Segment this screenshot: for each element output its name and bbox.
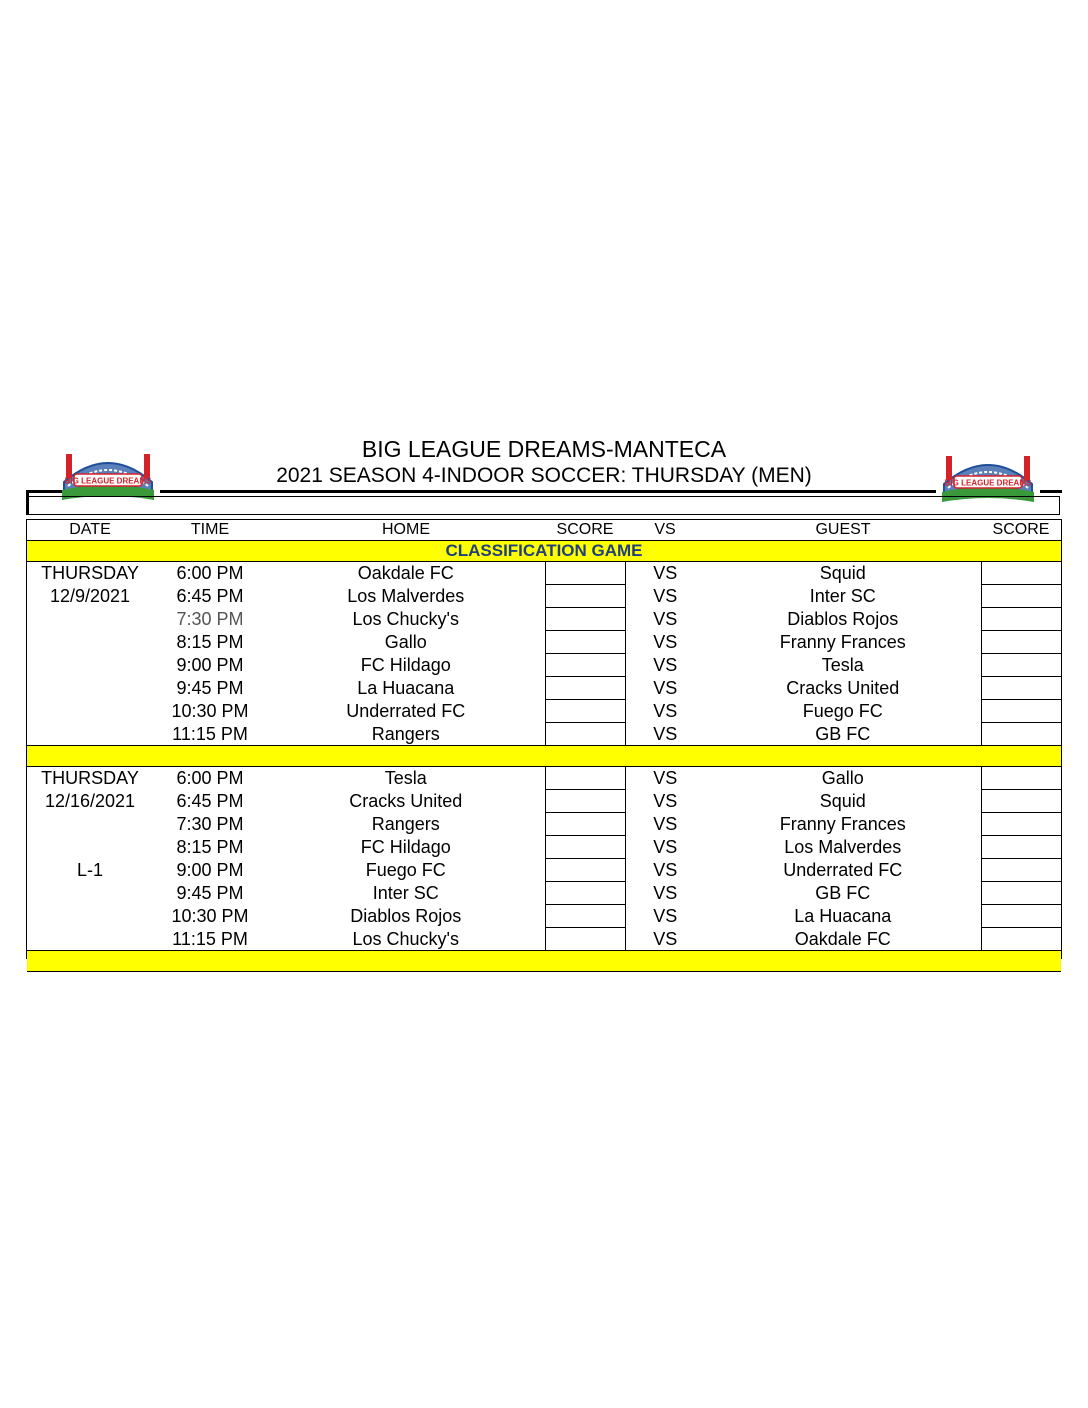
game-row: [27, 859, 1061, 882]
date-cell: [27, 836, 153, 859]
game-row: [27, 585, 1061, 608]
game-time: 6:00 PM: [176, 768, 244, 789]
home-team: Diablos Rojos: [350, 906, 462, 926]
guest-team: Gallo: [821, 768, 864, 789]
section-header-row: [27, 541, 1061, 562]
guest-score-box: [981, 585, 1061, 608]
day-label: THURSDAY: [41, 563, 139, 584]
game-row: [27, 723, 1061, 746]
game-row: [27, 631, 1061, 654]
guest-score-box: [981, 562, 1061, 585]
svg-text:BIG LEAGUE DREAMS: BIG LEAGUE DREAMS: [64, 476, 152, 486]
header-empty-bar: [26, 496, 1060, 515]
vs-label: VS: [653, 768, 678, 789]
home-score-box: [545, 723, 625, 746]
game-row: [27, 836, 1061, 859]
date-cell: [27, 631, 153, 654]
guest-score-box: [981, 813, 1061, 836]
guest-score-box: [981, 905, 1061, 928]
game-time: 11:15 PM: [172, 723, 248, 744]
home-score-box: [545, 585, 625, 608]
vs-label: VS: [653, 814, 678, 834]
game-row: [27, 654, 1061, 677]
home-team: FC Hildago: [360, 837, 451, 857]
vs-label: VS: [653, 563, 678, 584]
column-header-row: [27, 520, 1061, 541]
home-team: Fuego FC: [365, 860, 446, 880]
guest-team: Tesla: [821, 655, 864, 675]
home-team: Los Chucky's: [352, 928, 459, 949]
vs-label: VS: [653, 928, 678, 949]
game-time: 10:30 PM: [171, 906, 249, 926]
home-score-box: [545, 677, 625, 700]
schedule-table: [27, 519, 1062, 972]
home-team: Tesla: [384, 768, 427, 789]
guest-team: Inter SC: [809, 586, 876, 606]
header-rule-middle: [160, 490, 936, 493]
vs-label: VS: [653, 678, 678, 698]
col-vs: VS: [625, 520, 705, 541]
game-time: 8:15 PM: [176, 632, 244, 652]
date-cell: [27, 905, 153, 928]
game-time: 6:45 PM: [176, 586, 244, 606]
separator-row: [27, 746, 1061, 767]
guest-score-box: [981, 631, 1061, 654]
home-team: Oakdale FC: [357, 563, 454, 584]
home-score-box: [545, 767, 625, 790]
date-cell: [27, 813, 153, 836]
home-team: Underrated FC: [346, 701, 466, 721]
home-team: Rangers: [371, 723, 440, 744]
game-row: [27, 813, 1061, 836]
game-time: 6:45 PM: [176, 791, 244, 811]
home-team: Gallo: [384, 632, 427, 652]
section-label: CLASSIFICATION GAME: [27, 541, 1061, 562]
guest-score-box: [981, 654, 1061, 677]
svg-text:BIG LEAGUE DREAMS: BIG LEAGUE DREAMS: [944, 478, 1032, 488]
home-team: Los Malverdes: [347, 586, 465, 606]
guest-team: Los Malverdes: [784, 837, 902, 857]
date-cell: [27, 928, 153, 951]
guest-team: GB FC: [815, 883, 871, 903]
game-time: 10:30 PM: [171, 701, 249, 721]
footer-row: [27, 951, 1061, 972]
vs-label: VS: [653, 837, 678, 857]
home-score-box: [545, 882, 625, 905]
footer-bar: [27, 951, 1061, 972]
game-row: [27, 905, 1061, 928]
col-time: TIME: [153, 520, 267, 541]
guest-team: Franny Frances: [779, 632, 906, 652]
guest-team: Franny Frances: [779, 814, 906, 834]
separator-bar: [27, 746, 1061, 767]
vs-label: VS: [653, 586, 678, 606]
home-team: FC Hildago: [360, 655, 451, 675]
home-team: Inter SC: [372, 883, 439, 903]
guest-team: Cracks United: [786, 678, 900, 698]
guest-team: Squid: [819, 791, 866, 811]
date-cell: [27, 677, 153, 700]
game-row: [27, 677, 1061, 700]
vs-label: VS: [653, 906, 678, 926]
guest-score-box: [981, 882, 1061, 905]
day-label: THURSDAY: [41, 768, 139, 789]
guest-team: GB FC: [815, 723, 871, 744]
home-score-box: [545, 928, 625, 951]
date-label: 12/9/2021: [49, 586, 131, 606]
home-team: Los Chucky's: [352, 609, 459, 629]
guest-score-box: [981, 767, 1061, 790]
guest-team: Diablos Rojos: [787, 609, 899, 629]
guest-score-box: [981, 859, 1061, 882]
home-score-box: [545, 631, 625, 654]
home-score-box: [545, 790, 625, 813]
col-date: DATE: [27, 520, 153, 541]
vs-label: VS: [653, 723, 678, 744]
date-cell: [27, 700, 153, 723]
date-cell: [27, 608, 153, 631]
page-title: BIG LEAGUE DREAMS-MANTECA: [361, 436, 727, 462]
guest-team: Underrated FC: [783, 860, 903, 880]
home-score-box: [545, 836, 625, 859]
home-team: La Huacana: [357, 678, 455, 698]
guest-team: Fuego FC: [802, 701, 883, 721]
home-team: Rangers: [371, 814, 440, 834]
game-time: 11:15 PM: [172, 928, 248, 949]
vs-label: VS: [653, 609, 678, 629]
game-time: 9:45 PM: [176, 678, 244, 698]
vs-label: VS: [653, 791, 678, 811]
page-subtitle: 2021 SEASON 4-INDOOR SOCCER: THURSDAY (MEN): [276, 464, 812, 487]
game-time: 9:00 PM: [176, 860, 244, 880]
game-row: [27, 882, 1061, 905]
game-time: 7:30 PM: [176, 814, 244, 834]
col-home-score: SCORE: [545, 520, 625, 541]
vs-label: VS: [653, 883, 678, 903]
date-cell: [27, 723, 153, 746]
round-note: L-1: [76, 860, 103, 880]
game-time: 7:30 PM: [176, 609, 244, 629]
header-rule-left: [26, 490, 62, 493]
guest-score-box: [981, 790, 1061, 813]
game-row: [27, 562, 1061, 585]
game-row: [27, 767, 1061, 790]
home-score-box: [545, 654, 625, 677]
vs-label: VS: [653, 632, 678, 652]
guest-team: Oakdale FC: [794, 928, 891, 949]
home-team: Cracks United: [349, 791, 463, 811]
game-time: 9:00 PM: [176, 655, 244, 675]
guest-score-box: [981, 677, 1061, 700]
home-score-box: [545, 859, 625, 882]
home-score-box: [545, 562, 625, 585]
guest-score-box: [981, 608, 1061, 631]
home-score-box: [545, 700, 625, 723]
guest-score-box: [981, 836, 1061, 859]
home-score-box: [545, 905, 625, 928]
vs-label: VS: [653, 655, 678, 675]
game-row: [27, 790, 1061, 813]
home-score-box: [545, 608, 625, 631]
header-rule-right: [1040, 490, 1062, 493]
guest-score-box: [981, 928, 1061, 951]
game-time: 8:15 PM: [176, 837, 244, 857]
vs-label: VS: [653, 860, 678, 880]
guest-team: Squid: [819, 563, 866, 584]
date-label: 12/16/2021: [44, 791, 136, 811]
guest-score-box: [981, 723, 1061, 746]
guest-team: La Huacana: [794, 906, 892, 926]
game-row: [27, 608, 1061, 631]
date-cell: [27, 654, 153, 677]
game-row: [27, 928, 1061, 951]
col-guest: GUEST: [705, 520, 981, 541]
guest-score-box: [981, 700, 1061, 723]
game-time: 6:00 PM: [176, 563, 244, 584]
home-score-box: [545, 813, 625, 836]
col-guest-score: SCORE: [981, 520, 1061, 541]
game-row: [27, 700, 1061, 723]
col-home: HOME: [267, 520, 545, 541]
vs-label: VS: [653, 701, 678, 721]
game-time: 9:45 PM: [176, 883, 244, 903]
date-cell: [27, 882, 153, 905]
